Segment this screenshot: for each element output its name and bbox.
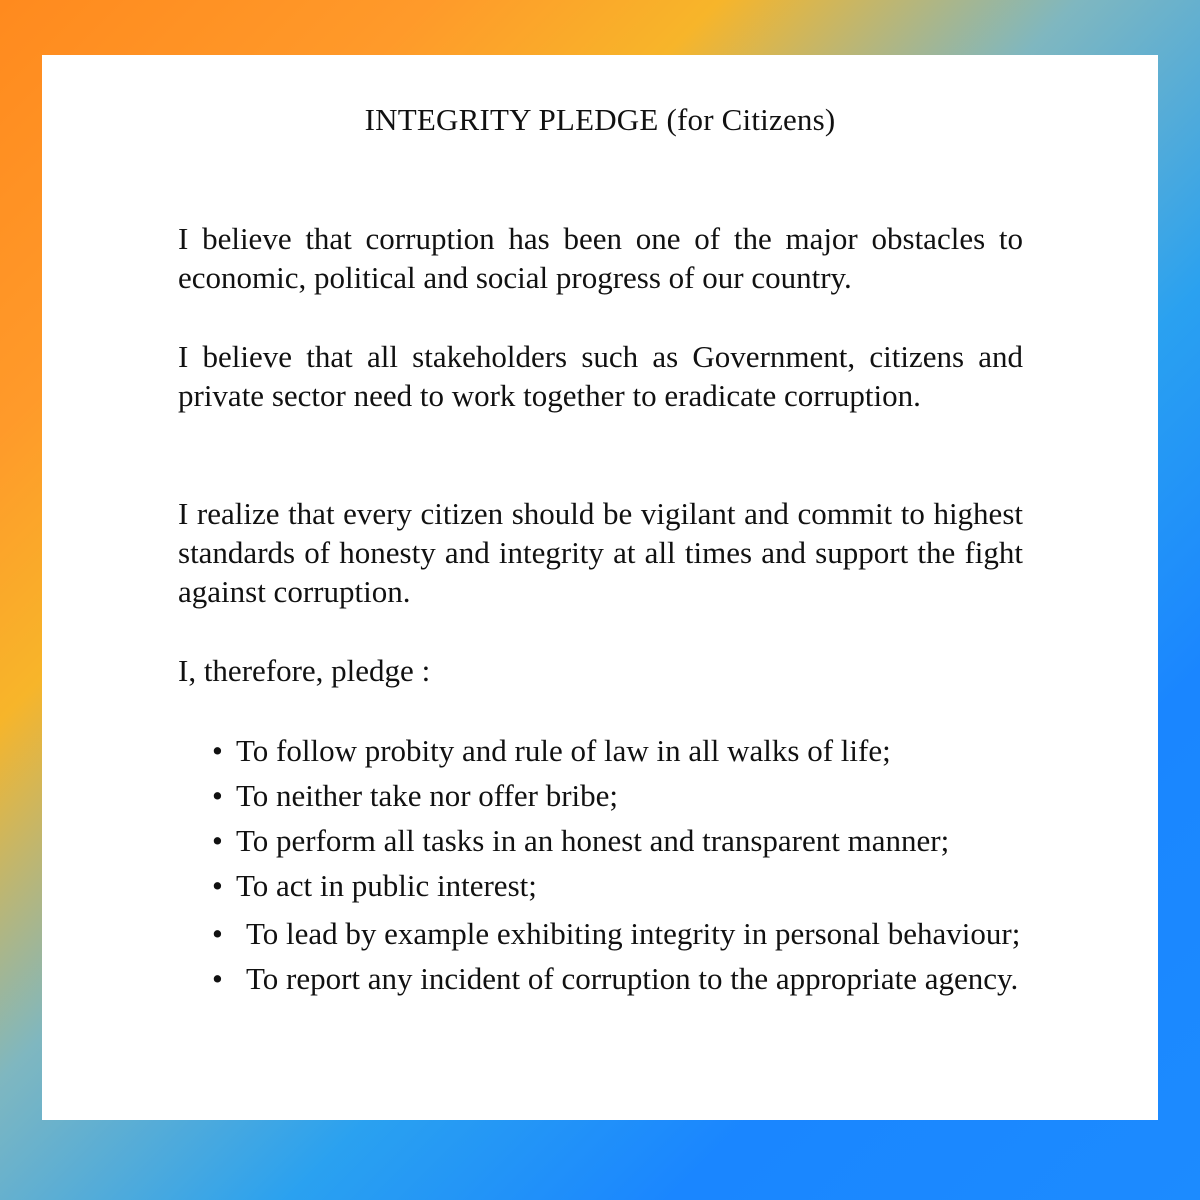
- bullet-icon: •: [212, 868, 223, 903]
- pledge-item-text: To act in public interest;: [236, 868, 537, 903]
- pledge-item: [212, 911, 1023, 956]
- bullet-icon: •: [212, 778, 223, 813]
- bullet-icon: •: [212, 916, 223, 951]
- pledge-item-text: To lead by example exhibiting integrity in personal behaviour;: [246, 916, 1021, 951]
- bullet-icon: •: [212, 733, 223, 768]
- bullet-icon: •: [212, 961, 223, 996]
- pledge-card: [42, 55, 1158, 1120]
- pledge-item-text: To neither take nor offer bribe;: [236, 778, 619, 813]
- pledge-item: [212, 956, 1023, 1001]
- pledge-item-text: To follow probity and rule of law in all walks of life;: [236, 733, 891, 768]
- pledge-list: [212, 731, 1023, 1001]
- pledge-title: INTEGRITY PLEDGE (for Citizens): [364, 102, 836, 137]
- pledge-item-text: To report any incident of corruption to the appropriate agency.: [246, 961, 1019, 996]
- paragraph-pledge-intro: I, therefore, pledge :: [178, 653, 431, 688]
- pledge-item-text: To perform all tasks in an honest and transparent manner;: [236, 823, 950, 858]
- paragraph-realize-vigilance: I realize that every citizen should be vigilant and commit to highest standards of honesty and integrity at all times and support the fight against corruption.: [178, 496, 1023, 609]
- pledge-item: [212, 866, 1023, 905]
- pledge-item: [212, 776, 1023, 815]
- pledge-item: [212, 731, 1023, 770]
- bullet-icon: •: [212, 823, 223, 858]
- paragraph-belief-corruption: I believe that corruption has been one of the major obstacles to economic, political and social progress of our country.: [178, 221, 1023, 295]
- paragraph-belief-stakeholders: I believe that all stakeholders such as Government, citizens and private sector need to work together to eradicate corruption.: [178, 339, 1023, 413]
- pledge-item: [212, 821, 1023, 860]
